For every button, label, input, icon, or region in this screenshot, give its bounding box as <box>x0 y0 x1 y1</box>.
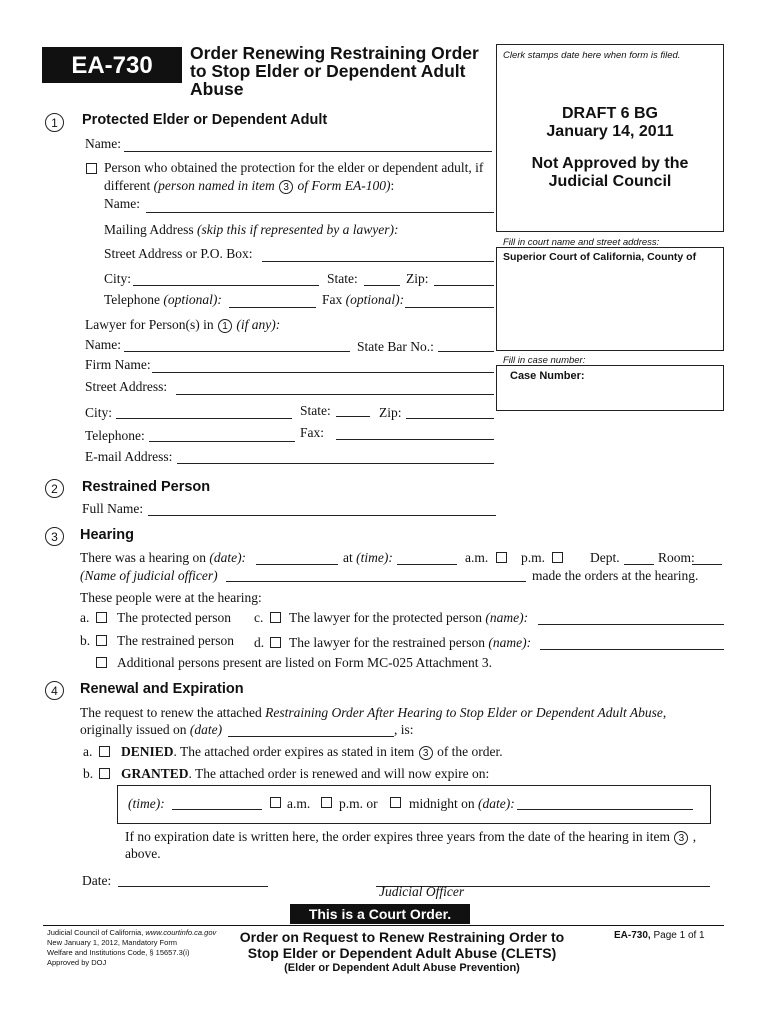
form-id-badge: EA-730 <box>42 47 182 83</box>
text-span: originally issued on <box>80 722 190 737</box>
zip-field[interactable] <box>434 285 494 286</box>
text-span: Restraining Order After Hearing to Stop Elder or Dependent Adult Abuse <box>265 705 663 720</box>
text-span: , <box>689 829 697 844</box>
protected-name-label: Name: <box>85 136 121 151</box>
granted-letter: b. <box>83 766 94 781</box>
person-obtained-checkbox[interactable] <box>86 163 97 174</box>
item-ref-3: 3 <box>674 831 688 845</box>
denied-text <box>121 744 503 760</box>
pm-checkbox[interactable] <box>552 552 563 563</box>
no-expiration-above: above. <box>125 846 161 861</box>
protected-person-text: The protected person <box>117 610 231 625</box>
lawyer-fax-label: Fax: <box>300 425 325 440</box>
hearing-date-label <box>80 550 246 566</box>
issued-on-label <box>80 722 222 738</box>
fax-label <box>322 292 404 308</box>
form-title <box>190 44 479 98</box>
court-order-banner: This is a Court Order. <box>290 904 470 924</box>
exp-time-field[interactable] <box>172 809 262 810</box>
text-span: Mailing Address <box>104 222 197 237</box>
text-span: The request to renew the attached <box>80 705 266 720</box>
text-span: , <box>662 705 667 720</box>
lawyer-state-label: State: <box>300 403 331 418</box>
text-span: www.courtinfo.ca.gov <box>145 928 217 937</box>
text-span: (optional): <box>163 292 222 307</box>
restrained-lawyer-field[interactable] <box>540 649 724 650</box>
draft-line-2: January 14, 2011 <box>546 123 674 140</box>
people-at-hearing-label: These people were at the hearing: <box>80 590 262 605</box>
section-1-heading: Protected Elder or Dependent Adult <box>82 112 328 128</box>
section-number-1: 1 <box>45 113 64 132</box>
section-2-heading: Restrained Person <box>82 479 211 495</box>
mailing-address-label <box>104 222 398 238</box>
not-approved-line-2: Judicial Council <box>548 173 672 190</box>
firm-name-label: Firm Name: <box>85 357 151 372</box>
footer-left-line: Welfare and Institutions Code, § 15657.3(i) <box>47 948 190 957</box>
lawyer-zip-label: Zip: <box>379 405 402 420</box>
exp-time-label: (time): <box>128 796 165 811</box>
am-label: a.m. <box>465 550 489 565</box>
text-span: (name): <box>485 610 529 625</box>
footer-left-line: Approved by DOJ <box>47 958 107 967</box>
text-span: Telephone <box>104 292 164 307</box>
text-span: The lawyer for the restrained person <box>289 635 489 650</box>
text-span: of the order. <box>433 744 503 759</box>
state-label: State: <box>327 271 358 286</box>
lawyer-state-field[interactable] <box>336 416 370 417</box>
protected-lawyer-field[interactable] <box>538 624 724 625</box>
lawyer-telephone-label: Telephone: <box>85 428 145 443</box>
item-b-letter: b. <box>80 633 91 648</box>
person-obtained-line-2 <box>104 178 394 194</box>
item-ref-3: 3 <box>279 180 293 194</box>
pm-label: p.m. <box>521 550 546 565</box>
footer-left-line <box>47 928 216 938</box>
text-span: . The attached order expires as stated in item <box>173 744 418 759</box>
not-approved-line-1: Not Approved by the <box>531 155 689 172</box>
dept-label: Dept. <box>590 550 620 565</box>
no-expiration-text <box>125 829 696 845</box>
text-span: (date) <box>189 722 223 737</box>
text-span: If no expiration date is written here, the order expires three years from the date of the hearing in item <box>125 829 674 844</box>
text-span: Lawyer for Person(s) in <box>85 317 217 332</box>
item-ref-1: 1 <box>218 319 232 333</box>
email-field[interactable] <box>177 463 494 464</box>
item-a-letter: a. <box>80 610 90 625</box>
section-number-4: 4 <box>45 681 64 700</box>
court-name-label: Superior Court of California, County of <box>503 251 697 263</box>
hearing-time-field[interactable] <box>397 564 457 565</box>
exp-pm-label: p.m. or <box>339 796 378 811</box>
text-span: . The attached order is renewed and will now expire on: <box>188 766 490 781</box>
text-span: (optional): <box>345 292 405 307</box>
case-number-label: Case Number: <box>510 370 585 382</box>
item-c-letter: c. <box>254 610 264 625</box>
text-span: EA-730, <box>614 930 651 941</box>
text-span: DENIED <box>121 744 174 759</box>
text-span: (date): <box>209 550 247 565</box>
section-number-2: 2 <box>45 479 64 498</box>
text-span: different <box>104 178 154 193</box>
lawyer-label <box>85 317 280 333</box>
footer-page-number <box>614 930 705 941</box>
telephone-label <box>104 292 222 308</box>
zip-label: Zip: <box>406 271 429 286</box>
footer-title-line-1: Order on Request to Renew Restraining Order to <box>239 929 565 945</box>
full-name-label: Full Name: <box>82 501 144 516</box>
telephone-field[interactable] <box>229 307 316 308</box>
street-field[interactable] <box>262 261 494 262</box>
exp-am-label: a.m. <box>287 796 311 811</box>
text-span: Page 1 of 1 <box>653 930 705 941</box>
am-checkbox[interactable] <box>496 552 507 563</box>
signature-date-field[interactable] <box>118 886 268 887</box>
exp-midnight-label <box>409 796 515 812</box>
granted-text <box>121 766 489 782</box>
restrained-lawyer-checkbox[interactable] <box>270 637 281 648</box>
person-obtained-line-1: Person who obtained the protection for the elder or dependent adult, if <box>104 160 484 175</box>
bar-number-label: State Bar No.: <box>357 339 434 354</box>
footer-title-line-2: Stop Elder or Dependent Adult Abuse (CLETS) <box>247 945 557 961</box>
email-label: E-mail Address: <box>85 449 173 464</box>
issued-date-field[interactable] <box>228 736 394 737</box>
restrained-person-text: The restrained person <box>117 633 234 648</box>
text-span: (person named in item <box>153 178 275 193</box>
room-field[interactable] <box>692 564 722 565</box>
text-span: of Form EA-100) <box>294 178 391 193</box>
lawyer-city-field[interactable] <box>116 418 292 419</box>
lawyer-telephone-field[interactable] <box>149 441 295 442</box>
form-title-line: Order Renewing Restraining Order <box>190 43 479 63</box>
exp-pm-checkbox[interactable] <box>321 797 332 808</box>
protected-lawyer-text <box>289 610 528 626</box>
text-span: (if any): <box>232 317 281 332</box>
section-4-heading: Renewal and Expiration <box>80 681 244 697</box>
section-number-3: 3 <box>45 527 64 546</box>
made-orders-text: made the orders at the hearing. <box>532 568 699 583</box>
granted-checkbox[interactable] <box>99 768 110 779</box>
lawyer-street-label: Street Address: <box>85 379 168 394</box>
form-title-line: Abuse <box>190 79 244 99</box>
lawyer-name-field[interactable] <box>124 351 350 352</box>
denied-checkbox[interactable] <box>99 746 110 757</box>
court-note: Fill in court name and street address: <box>503 237 660 248</box>
additional-persons-checkbox[interactable] <box>96 657 107 668</box>
restrained-person-checkbox[interactable] <box>96 635 107 646</box>
protected-lawyer-checkbox[interactable] <box>270 612 281 623</box>
case-note: Fill in case number: <box>503 355 586 366</box>
text-span: midnight on <box>409 796 479 811</box>
dept-field[interactable] <box>624 564 654 565</box>
text-span: (time): <box>356 550 393 565</box>
lawyer-city-label: City: <box>85 405 113 420</box>
item-d-letter: d. <box>254 635 265 650</box>
firm-name-field[interactable] <box>152 372 494 373</box>
denied-letter: a. <box>83 744 93 759</box>
issued-is-text: , is: <box>394 722 414 737</box>
text-span: : <box>390 178 395 193</box>
person-name-label: Name: <box>104 196 140 211</box>
item-ref-3: 3 <box>419 746 433 760</box>
room-label: Room: <box>658 550 695 565</box>
exp-date-field[interactable] <box>517 809 693 810</box>
exp-am-checkbox[interactable] <box>270 797 281 808</box>
street-label: Street Address or P.O. Box: <box>104 246 253 261</box>
judicial-officer-caption: Judicial Officer <box>379 884 465 899</box>
lawyer-zip-field[interactable] <box>406 418 494 419</box>
additional-persons-text: Additional persons present are listed on Form MC-025 Attachment 3. <box>117 655 492 670</box>
lawyer-name-label: Name: <box>85 337 121 352</box>
text-span: Fax <box>322 292 346 307</box>
text-span: at <box>343 550 357 565</box>
form-title-line: to Stop Elder or Dependent Adult <box>190 61 466 81</box>
bar-number-field[interactable] <box>438 351 494 352</box>
text-span: There was a hearing on <box>80 550 210 565</box>
state-field[interactable] <box>364 285 400 286</box>
person-name-field[interactable] <box>146 212 494 213</box>
text-span: Judicial Council of California, <box>47 928 146 937</box>
text-span: The lawyer for the protected person <box>289 610 486 625</box>
protected-name-field[interactable] <box>124 151 492 152</box>
footer-left-info <box>47 928 216 968</box>
hearing-date-field[interactable] <box>256 564 338 565</box>
judicial-officer-field[interactable] <box>226 581 526 582</box>
text-span: (skip this if represented by a lawyer): <box>197 222 399 237</box>
lawyer-street-field[interactable] <box>176 394 494 395</box>
text-span: GRANTED <box>121 766 189 781</box>
lawyer-fax-field[interactable] <box>336 439 494 440</box>
city-label: City: <box>104 271 132 286</box>
signature-date-label: Date: <box>82 873 112 888</box>
clerk-note: Clerk stamps date here when form is filed. <box>503 50 681 61</box>
text-span: (name): <box>488 635 532 650</box>
exp-midnight-checkbox[interactable] <box>390 797 401 808</box>
fax-field[interactable] <box>405 307 494 308</box>
full-name-field[interactable] <box>148 515 496 516</box>
draft-line-1: DRAFT 6 BG <box>562 105 658 122</box>
text-span: (date): <box>478 796 515 811</box>
footer-subtitle: (Elder or Dependent Adult Abuse Prevention) <box>284 962 520 974</box>
restrained-lawyer-text <box>289 635 531 651</box>
section-3-heading: Hearing <box>80 527 134 543</box>
footer-left-line: New January 1, 2012, Mandatory Form <box>47 938 178 947</box>
hearing-time-label <box>343 550 393 566</box>
protected-person-checkbox[interactable] <box>96 612 107 623</box>
city-field[interactable] <box>133 285 319 286</box>
renew-request-text <box>80 705 666 721</box>
judicial-officer-label: (Name of judicial officer) <box>80 568 218 583</box>
footer-rule <box>43 925 724 926</box>
